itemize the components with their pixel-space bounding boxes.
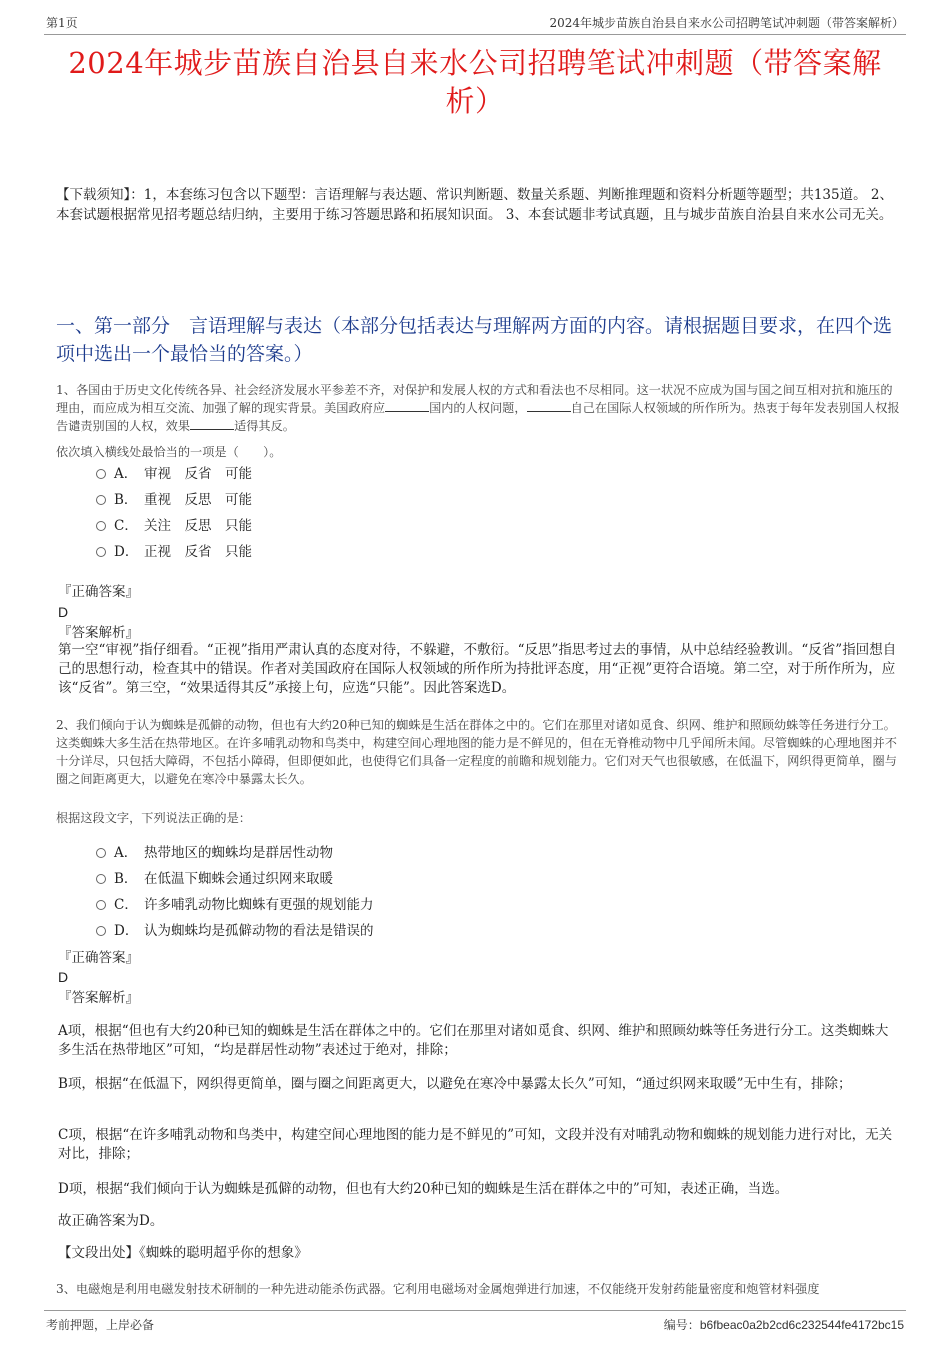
answer-label: 『正确答案』	[58, 950, 139, 966]
fill-blank-3	[190, 417, 234, 430]
option-b[interactable]: B． 在低温下蜘蛛会通过织网来取暖	[96, 866, 374, 892]
question-1-options	[96, 461, 252, 565]
page-number: 第1页	[46, 16, 78, 30]
option-b[interactable]: B． 重视 反思 可能	[96, 487, 252, 513]
analysis-text: 第一空“审视”指仔细看。“正视”指用严肃认真的态度对待，不躲避，不敷衍。“反思”指思考过去的事情，从中总结经验教训。“反省”指回想自己的思想行动，检查其中的错误。作者对美国政府在国际人权领域的所作所为持批评态度，用“正视”更符合语境。第二空，对于所作所为，应该“反省”。第三空，“效果适得其反”承接上句，应选“只能”。因此答案选D。	[58, 642, 897, 696]
page-footer	[44, 1310, 906, 1335]
option-c[interactable]: C． 许多哺乳动物比蜘蛛有更强的规划能力	[96, 892, 374, 918]
radio-icon[interactable]	[96, 848, 106, 858]
answer-label: 『正确答案』	[58, 584, 139, 600]
radio-icon[interactable]	[96, 874, 106, 884]
radio-icon[interactable]	[96, 495, 106, 505]
radio-icon[interactable]	[96, 900, 106, 910]
radio-icon[interactable]	[96, 469, 106, 479]
option-a[interactable]: A． 热带地区的蜘蛛均是群居性动物	[96, 840, 374, 866]
fill-blank-1	[385, 399, 429, 412]
radio-icon[interactable]	[96, 521, 106, 531]
analysis-label: 『答案解析』	[58, 625, 139, 641]
option-c[interactable]: C． 关注 反思 只能	[96, 513, 252, 539]
analysis-label: 『答案解析』	[58, 990, 139, 1006]
answer-value: D	[58, 604, 69, 620]
header-doc-title: 2024年城步苗族自治县自来水公司招聘笔试冲刺题（带答案解析）	[549, 16, 904, 30]
analysis-option-b: B项，根据“在低温下，网织得更简单，圈与圈之间距离更大，以避免在寒冷中暴露太长久”可知，“通过织网来取暖”无中生有，排除；	[58, 1076, 852, 1092]
option-a[interactable]: A． 审视 反省 可能	[96, 461, 252, 487]
fill-blank-2	[527, 399, 571, 412]
question-1-prompt: 依次填入横线处最恰当的一项是（ ）。	[56, 445, 282, 459]
section-title: 一、第一部分 言语理解与表达（本部分包括表达与理解两方面的内容。请根据题目要求，在四个选项中选出一个最恰当的答案。）	[56, 315, 893, 365]
radio-icon[interactable]	[96, 926, 106, 936]
answer-value: D	[58, 969, 69, 985]
question-3-stem: 3、电磁炮是利用电磁发射技术研制的一种先进动能杀伤武器。它利用电磁场对金属炮弹进行加速，不仅能绕开发射药能量密度和炮管材料强度	[56, 1282, 820, 1296]
option-d[interactable]: D． 正视 反省 只能	[96, 539, 252, 565]
download-notice: 【下载须知】：1，本套练习包含以下题型：言语理解与表达题、常识判断题、数量关系题、判断推理题和资料分析题等题型；共135道。 2、本套试题根据常见招考题总结归纳，主要用于练习答题思路和拓展知识面。 3、本套试题非考试真题，且与城步苗族自治县自来水公司无关。	[56, 187, 893, 223]
question-1-stem: 1、各国由于历史文化传统各异、社会经济发展水平参差不齐，对保护和发展人权的方式和看法也不尽相同。这一状况不应成为国与国之间互相对抗和施压的理由，而应成为相互交流、加强了解的现实背景。美国政府应 国内的人权问题， 自己在国际人权领域的所作所为。热衷于每年发表别国人权报告谴责别国的人权，效果 适得其反。	[56, 383, 900, 433]
option-d[interactable]: D． 认为蜘蛛均是孤僻动物的看法是错误的	[96, 918, 374, 944]
document-code: 编号：b6fbeac0a2b2cd6c232544fe4172bc15	[663, 1318, 904, 1332]
question-2-options	[96, 840, 374, 944]
question-2-stem: 2、我们倾向于认为蜘蛛是孤僻的动物，但也有大约20种已知的蜘蛛是生活在群体之中的。它们在那里对诸如觅食、织网、维护和照顾幼蛛等任务进行分工。这类蜘蛛大多生活在热带地区。在许多哺乳动物和鸟类中，构建空间心理地图的能力是不鲜见的，但在无脊椎动物中几乎闻所未闻。尽管蜘蛛的心理地图并不十分详尽，只包括大障碍，不包括小障碍，但即便如此，也使得它们具备一定程度的前瞻和规划能力。它们对天气也很敏感，在低温下，网织得更简单，圈与圈之间距离更大，以避免在寒冷中暴露太长久。	[56, 718, 897, 786]
question-2-prompt: 根据这段文字，下列说法正确的是：	[56, 811, 251, 825]
page-header	[44, 12, 906, 35]
document-title: 2024年城步苗族自治县自来水公司招聘笔试冲刺题（带答案解析）	[68, 46, 882, 118]
analysis-option-a: A项，根据“但也有大约20种已知的蜘蛛是生活在群体之中的。它们在那里对诸如觅食、织网、维护和照顾幼蛛等任务进行分工。这类蜘蛛大多生活在热带地区”可知，“均是群居性动物”表述过于绝对，排除；	[58, 1023, 889, 1058]
text-source: 【文段出处】《蜘蛛的聪明超乎你的想象》	[58, 1245, 308, 1261]
analysis-option-c: C项，根据“在许多哺乳动物和鸟类中，构建空间心理地图的能力是不鲜见的”可知，文段并没有对哺乳动物和蜘蛛的规划能力进行对比，无关对比，排除；	[58, 1127, 893, 1162]
analysis-conclusion: 故正确答案为D。	[58, 1213, 164, 1229]
footer-slogan: 考前押题，上岸必备	[46, 1318, 155, 1332]
radio-icon[interactable]	[96, 547, 106, 557]
analysis-option-d: D项，根据“我们倾向于认为蜘蛛是孤僻的动物，但也有大约20种已知的蜘蛛是生活在群体之中的”可知，表述正确，当选。	[58, 1181, 789, 1197]
